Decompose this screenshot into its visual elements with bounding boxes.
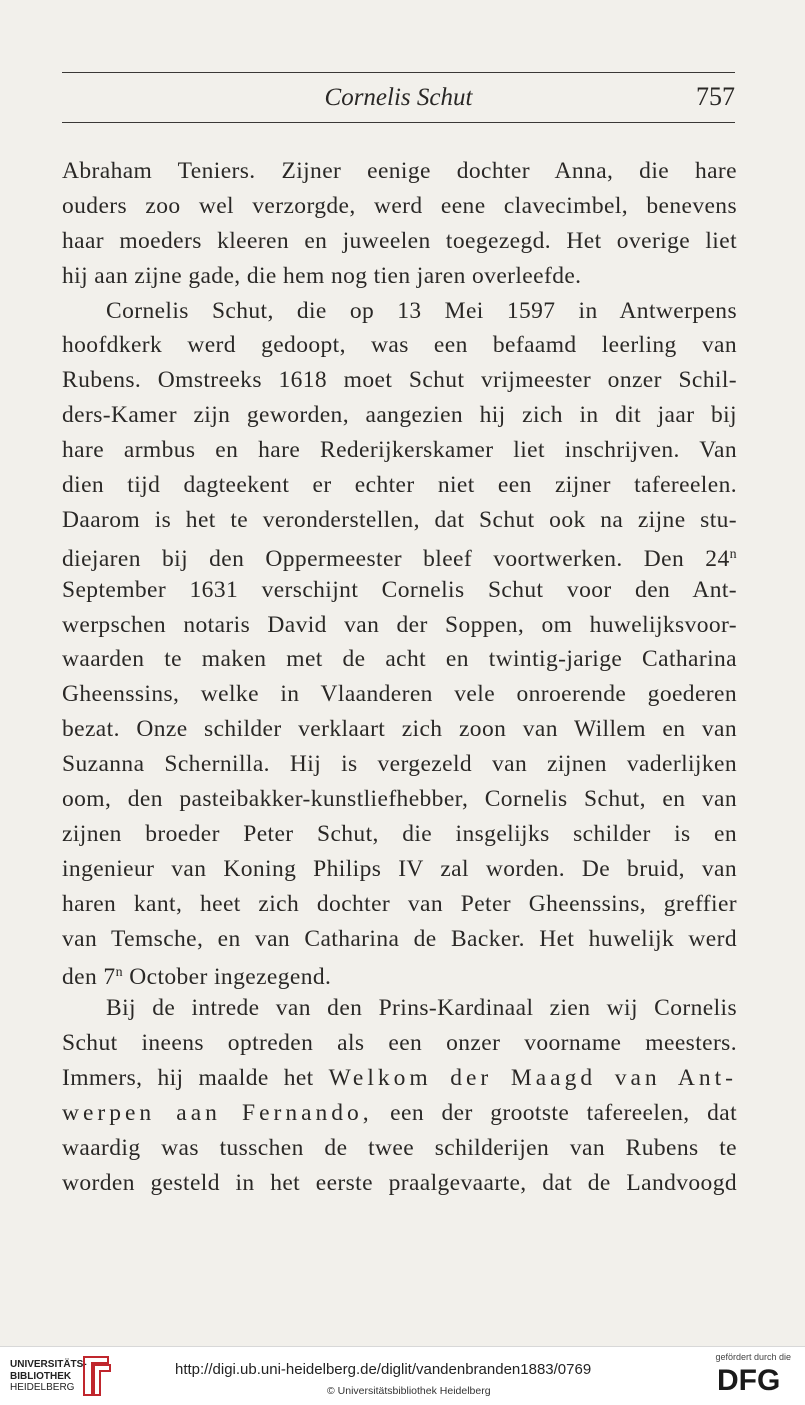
text-line: Bij de intrede van den Prins-Kardinaal zien wij Cornelis [106, 995, 737, 1022]
text-line: werpschen notaris David van der Soppen, om huwelijksvoor- [62, 611, 737, 638]
text-line: hoofdkerk werd gedoopt, was een befaamd leerling van [62, 332, 737, 359]
funded-by-label: gefördert durch die [715, 1352, 791, 1362]
superscript: n [729, 546, 737, 562]
running-head [62, 82, 735, 116]
text-line: ders-Kamer zijn geworden, aangezien hij zich in dit jaar bij [62, 402, 737, 429]
text-line: Cornelis Schut, die op 13 Mei 1597 in Antwerpens [106, 297, 737, 324]
text-line: Daarom is het te veronderstellen, dat Schut ook na zijne stu- [62, 506, 737, 533]
text-line: Immers, hij maalde het Welkom der Maagd van Ant- [62, 1065, 737, 1092]
text-line: Rubens. Omstreeks 1618 moet Schut vrijmeester onzer Schil- [62, 367, 737, 394]
running-title: Cornelis Schut [324, 84, 473, 111]
header-rule-top [62, 72, 735, 73]
text-line: werpen aan Fernando, een der grootste tafereelen, dat [62, 1100, 737, 1127]
dfg-logo-text: DFG [717, 1364, 781, 1394]
text-line: Gheenssins, welke in Vlaanderen vele onroerende goederen [62, 681, 737, 708]
text-line: ouders zoo wel verzorgde, werd eene clavecimbel, benevens [62, 192, 737, 219]
text-line: haar moeders kleeren en juweelen toegezegd. Het overige liet [62, 227, 737, 254]
spaced-title: werpen aan Fernando, [62, 1100, 373, 1127]
text-line: ingenieur van Koning Philips IV zal worden. De bruid, van [62, 855, 737, 882]
citation-link[interactable]: http://digi.ub.uni-heidelberg.de/diglit/vandenbranden1883/0769 [175, 1361, 592, 1378]
text-line: bezat. Onze schilder verklaart zich zoon van Willem en van [62, 716, 737, 743]
text-line: worden gesteld in het eerste praalgevaarte, dat de Landvoogd [62, 1169, 737, 1196]
viewer-footer [0, 1346, 805, 1405]
text-line: September 1631 verschijnt Cornelis Schut voor den Ant- [62, 576, 737, 603]
text-line: hij aan zijne gade, die hem nog tien jaren overleefde. [62, 262, 582, 289]
text-line: oom, den pasteibakker-kunstliefhebber, Cornelis Schut, en van [62, 786, 737, 813]
text-line: dien tijd dagteekent er echter niet een zijner tafereelen. [62, 472, 737, 499]
text-line: van Temsche, en van Catharina de Backer. Het huwelijk werd [62, 925, 737, 952]
text-line: haren kant, heet zich dochter van Peter Gheenssins, greffier [62, 890, 737, 917]
text-line: diejaren bij den Oppermeester bleef voortwerken. Den 24$^n$ [62, 545, 737, 572]
body-text [62, 154, 737, 1201]
text-line: Abraham Teniers. Zijner eenige dochter Anna, die hare [62, 158, 737, 184]
dfg-logo-icon [717, 1364, 791, 1394]
header-rule-bottom [62, 122, 735, 123]
spaced-title: Welkom der Maagd van Ant- [328, 1065, 737, 1092]
text-line: waardig was tusschen de twee schilderijen van Rubens te [62, 1134, 737, 1161]
text-line: Schut ineens optreden als een onzer voorname meesters. [62, 1030, 737, 1057]
library-logo-icon [80, 1355, 114, 1397]
text-line: waarden te maken met de acht en twintig-jarige Catharina [62, 646, 737, 673]
page-number: 757 [696, 82, 735, 111]
library-name: UNIVERSITÄTS- BIBLIOTHEK HEIDELBERG [10, 1359, 87, 1393]
text-line: den 7$^n$ October ingezegend. [62, 964, 332, 991]
text-line: zijnen broeder Peter Schut, die insgelijks schilder is en [62, 820, 737, 847]
text-line: hare armbus en hare Rederijkerskamer liet inschrijven. Van [62, 437, 737, 464]
superscript: n [115, 965, 123, 981]
text-line: Suzanna Schernilla. Hij is vergezeld van zijnen vaderlijken [62, 751, 737, 778]
copyright-notice: © Universitätsbibliothek Heidelberg [327, 1385, 491, 1397]
